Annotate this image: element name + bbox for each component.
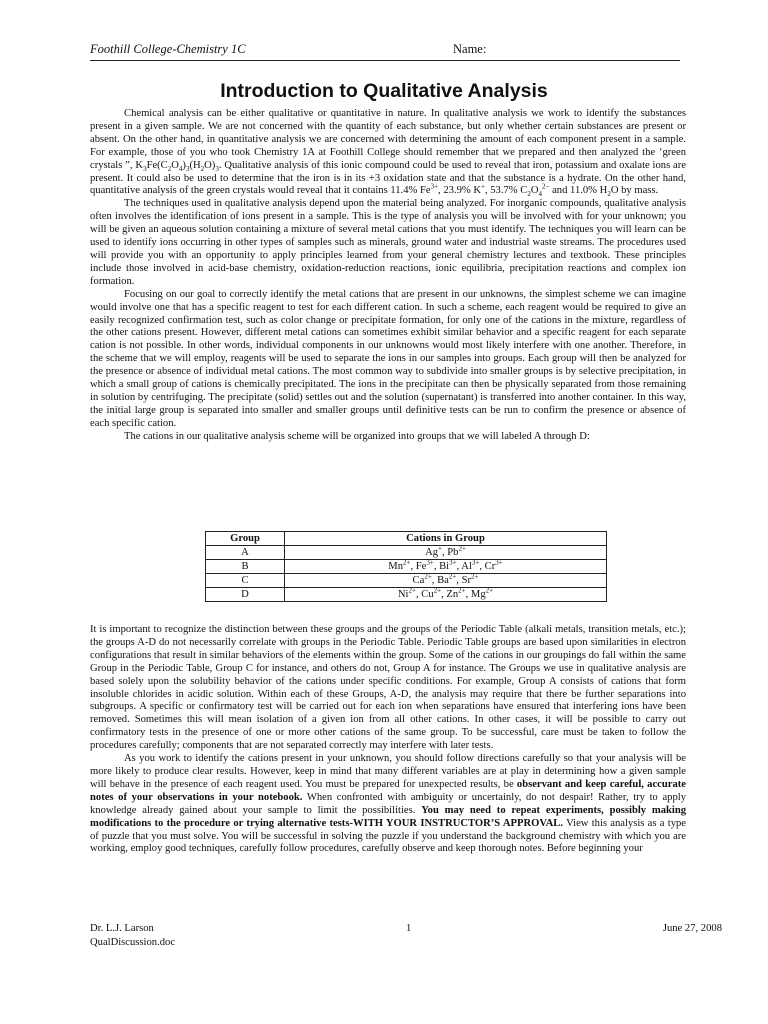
cations-cell: $Ni^{2+}$, $Cu^{2+}$, $Zn^{2+}$, $Mg^{2+}$ [285, 588, 607, 602]
discussion-section [90, 624, 686, 856]
page-number: 1 [406, 923, 412, 934]
course-label: Foothill College-Chemistry 1C [90, 42, 246, 56]
table-header-cell: Cations in Group [285, 532, 607, 546]
paragraph-4: The cations in our qualitative analysis scheme will be organized into groups that we will labeled A through D: [124, 430, 590, 442]
page-title: Introduction to Qualitative Analysis [220, 80, 548, 102]
date-label: June 27, 2008 [662, 923, 722, 934]
group-cell: D [206, 588, 285, 602]
group-cell: C [206, 574, 285, 588]
cations-cell: $Ca^{2+}$, $Ba^{2+}$, $Sr^{2+}$ [285, 574, 607, 588]
paragraph-2: The techniques used in qualitative analysis depend upon the material being analyzed. For inorganic compounds, qualitative analysis often involves the identification of ions present in a sample. This is the type of analysis you will be involved with for your unknown; you will be given an aqueous solution containing a mixture of several metal cations that you must identify. The techniques you will learn can be used to identify ions occurring in other types of samples such as minerals, ground water and industrial waste streams. The procedures used will provide you with an opportunity to apply principles learned from your general chemistry lectures and textbook. These principles include those involved in acid-base chemistry, oxidation-reduction reactions, ionic equilibria, precipitation reactions and complex ion formation. [90, 198, 686, 287]
page-footer [90, 922, 722, 950]
paragraph-1: Chemical analysis can be either qualitative or quantitative in nature. In qualitative analysis we work to identify the substances present in a given sample. We are not concerned with the quantity of each substance, but only whether certain substances are present or absent. On the other hand, in quantitative analysis we are concerned with determining the amount of each component present in a sample. For example, those of you who took Chemistry 1A at Foothill College should remember that we prepared and then analyzed the ‘green crystals ”, $K_3Fe(C_2O_4)_3(H_2O)_3$. Qualitative analysis of this ionic compound could be used to reveal that iron, potassium and oxalate ions are present. It could also be used to determine that the iron is in its +3 oxidation state and that the substance is a hydrate. On the other hand, quantitative analysis of the green crystals would reveal that it contains 11.4% $Fe^{3+}$, 23.9% K+, 53.7% $C_2O_4^{2-}$ and 11.0% $H_2O$ by mass. [90, 108, 686, 199]
cations-cell: Ag+, $Pb^{2+}$ [285, 546, 607, 560]
intro-section [90, 108, 686, 444]
author-label: Dr. L.J. Larson [90, 923, 154, 934]
table-row [206, 560, 607, 574]
table-header-row [206, 532, 607, 546]
cation-groups-table [205, 531, 607, 602]
paragraph-6: As you work to identify the cations present in your unknown, you should follow directions carefully so that your analysis will be more likely to produce clear results. However, keep in mind that many different variables are at play in determining how a given sample will behave in the presence of each reagent used. You must be prepared for unexpected results, be observant and keep careful, accurate notes of your observations in your notebook. When confronted with ambiguity or uncertainly, do not despair! Rather, try to apply knowledge already gained about your sample to limit the possibilities. You may need to repeat experiments, possibly making modifications to the procedure or trying alternative tests-WITH YOUR INSTRUCTOR’S APPROVAL. View this analysis as a type of puzzle that you must solve. You will be successful in solving the puzzle if you understand the background chemistry with which you are working, employ good techniques, carefully follow procedures, carefully observe and keep thorough notes. Before beginning your [90, 753, 687, 855]
file-label: QualDiscussion.doc [90, 937, 176, 948]
table-row [206, 574, 607, 588]
cations-cell: $Mn^{2+}$, $Fe^{3+}$, $Bi^{3+}$, $Al^{3+}$, $Cr^{3+}$ [285, 560, 607, 574]
paragraph-5: It is important to recognize the distinction between these groups and the groups of the Periodic Table (alkali metals, transition metals, etc.); the groups A-D do not necessarily correlate with groups in the Periodic Table. Periodic Table groups are based upon similarities in electron configurations that result in similar behaviors of the elements within the group. Some of the cations in our groupings do fall within the same Group in the Periodic Table, Group C for instance, and others do not, Group A for instance. The Groups we use in qualitative analysis are based solely upon the solubility behavior of the cations under specific conditions. For example, Group A consists of cations that form insoluble chlorides in acidic solution. Within each of these Groups, A-D, the analysis may require that there be further separations into subgroups. A specific or confirmatory test will be carried out for each ion when separations have ensured that interfering ions have been removed. Sometimes this will mean isolation of a given ion from all other cations. In other cases, it will be possible to carry out confirmatory tests in the presence of one or more other cations of the same group. To be successful, care must be taken to follow the procedures carefully; components that are not separated correctly may interfere with later tests. [90, 624, 686, 752]
group-cell: A [206, 546, 285, 560]
page-header [90, 42, 680, 61]
paragraph-3: Focusing on our goal to correctly identify the metal cations that are present in our unknowns, the simplest scheme we can imagine would involve one that has a specific reagent to test for each different cation. In such a scheme, each reagent would be required to give an easily recognized confirmation test, such as color change or precipitate formation, for only one of the cations in the mixture, regardless of the other cations present. However, different metal cations can sometimes exhibit similar behavior and a specific reagent for each separate cation is not possible. In other words, individual components in our unknowns would most likely interfere with one another. Therefore, in the scheme that we will employ, reagents will be used to separate the ions in our samples into groups. Each group will then be analyzed for the presence or absence of individual metal cations. The most common way to subdivide into smaller groups is by selective precipitation, in which a small group of cations is chemically precipitated. The ions in the precipitate can then be physically separated from those remaining in solution by centrifuging. The precipitate (solid) settles out and the solution (supernatant) is transferred into another container. In this way, the initial large group is separated into smaller and smaller groups until definitive tests can be run to confirm the presence or absence of each specific cation. [90, 288, 686, 429]
table-row [206, 588, 607, 602]
table-row [206, 546, 607, 560]
name-label: Name: [453, 42, 487, 56]
table-header-cell: Group [206, 532, 285, 546]
group-cell: B [206, 560, 285, 574]
